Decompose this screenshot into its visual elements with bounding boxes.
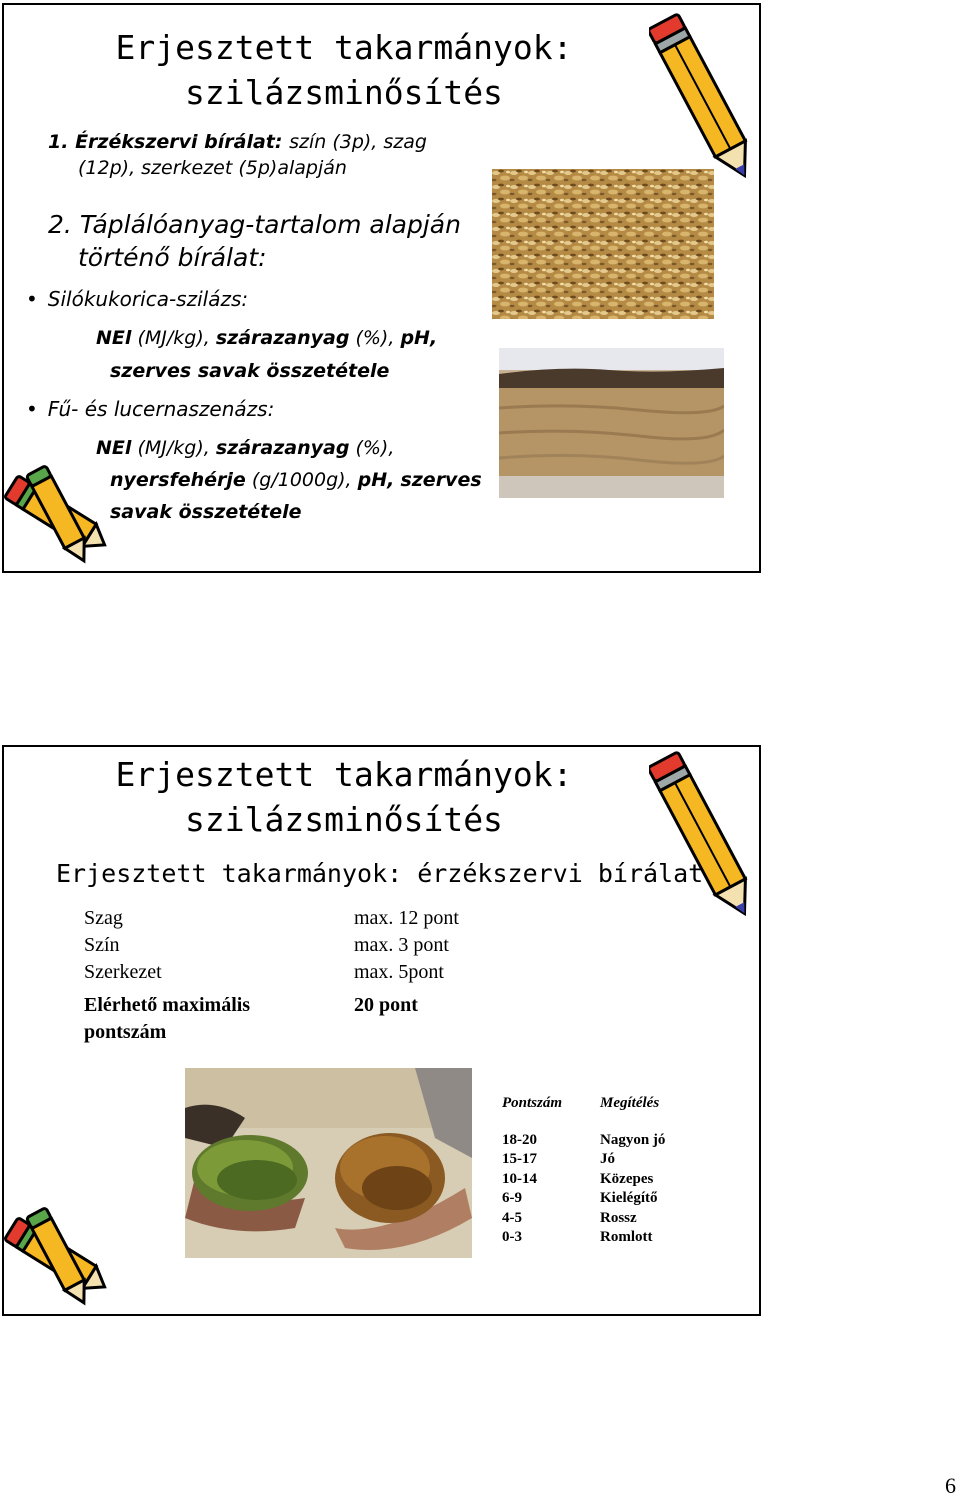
pencil-icon — [2, 1199, 117, 1314]
slide-2-subtitle: Erjesztett takarmányok: érzékszervi bírálat — [56, 859, 704, 888]
slide-2-title-line2: szilázsminősítés — [185, 800, 503, 839]
silage-bunker-photo — [499, 348, 724, 498]
item-1-text-cont: (12p), szerkezet (5p)alapján — [78, 157, 347, 179]
text-unit: (g/1000g), — [251, 469, 352, 491]
criterion-value: max. 3 pont — [354, 934, 449, 956]
bullet-2-text: Fű- és lucernaszenázs: — [47, 397, 275, 421]
text-organic: szerves — [400, 469, 482, 491]
text-unit: (MJ/kg), — [137, 327, 210, 349]
silage-closeup-photo — [492, 169, 714, 319]
table-cell-rating: Közepes — [600, 1171, 654, 1187]
table-cell-rating: Romlott — [600, 1229, 653, 1245]
table-cell-score: 4-5 — [502, 1210, 522, 1226]
table-header-rating: Megítélés — [600, 1095, 660, 1111]
slide-1-title-line2: szilázsminősítés — [185, 73, 503, 112]
text-pct: (%), — [355, 327, 395, 349]
bullet-dot: • — [26, 397, 38, 421]
pencil-icon — [649, 3, 759, 188]
table-cell-score: 0-3 — [502, 1229, 522, 1245]
bullet-1-text: Silókukorica-szilázs: — [47, 287, 249, 311]
total-label-line2: pontszám — [84, 1021, 167, 1043]
table-cell-score: 15-17 — [502, 1151, 537, 1167]
criterion-value: max. 12 pont — [354, 907, 459, 929]
table-cell-score: 18-20 — [502, 1132, 537, 1148]
item-1-text: szín (3p), szag — [289, 131, 427, 153]
table-cell-rating: Rossz — [600, 1210, 637, 1226]
text-nel: NEl — [96, 437, 132, 459]
item-2-label-cont: történő bírálat: — [78, 243, 267, 272]
pencil-icon — [2, 457, 117, 572]
slide-2 — [2, 745, 761, 1316]
text-nel: NEl — [96, 327, 132, 349]
text-unit: (MJ/kg), — [137, 437, 210, 459]
bullet-1-line-2: szerves savak összetétele — [110, 360, 390, 382]
bullet-2-line-2 — [110, 469, 482, 491]
text-pct: (%), — [355, 437, 395, 459]
text-dm: szárazanyag — [215, 327, 350, 349]
table-cell-score: 10-14 — [502, 1171, 537, 1187]
bullet-1-line-1 — [96, 327, 437, 349]
total-value: 20 pont — [354, 994, 418, 1016]
table-cell-rating: Nagyon jó — [600, 1132, 666, 1148]
slide-2-title-line1: Erjesztett takarmányok: — [115, 755, 573, 794]
bullet-2-line-1 — [96, 437, 394, 459]
slide-1 — [2, 3, 761, 573]
item-2-label: Táplálóanyag-tartalom alapján — [79, 210, 461, 239]
text-ph: pH, — [400, 327, 438, 349]
slide-1-title-line1: Erjesztett takarmányok: — [115, 28, 573, 67]
item-1 — [48, 131, 427, 153]
criterion-name: Szag — [84, 907, 123, 929]
text-ph: pH, — [357, 469, 395, 491]
item-1-label: Érzékszervi bírálat: — [75, 131, 283, 153]
table-cell-rating: Kielégítő — [600, 1190, 658, 1206]
text-protein: nyersfehérje — [110, 469, 246, 491]
bullet-2 — [26, 397, 274, 421]
item-2 — [48, 210, 461, 239]
bullet-1 — [26, 287, 248, 311]
silage-hands-photo — [185, 1068, 472, 1258]
table-cell-score: 6-9 — [502, 1190, 522, 1206]
pencil-icon — [649, 745, 759, 926]
criterion-value: max. 5pont — [354, 961, 444, 983]
table-header-score: Pontszám — [502, 1095, 563, 1111]
table-cell-rating: Jó — [600, 1151, 615, 1167]
total-label-line1: Elérhető maximális — [84, 994, 251, 1016]
item-2-number: 2. — [48, 210, 72, 239]
item-1-number: 1. — [48, 131, 69, 153]
bullet-2-line-3: savak összetétele — [110, 501, 302, 523]
text-dm: szárazanyag — [215, 437, 350, 459]
bullet-dot: • — [26, 287, 38, 311]
page-number: 6 — [945, 1473, 956, 1498]
criterion-name: Szín — [84, 934, 120, 956]
criterion-name: Szerkezet — [84, 961, 162, 983]
